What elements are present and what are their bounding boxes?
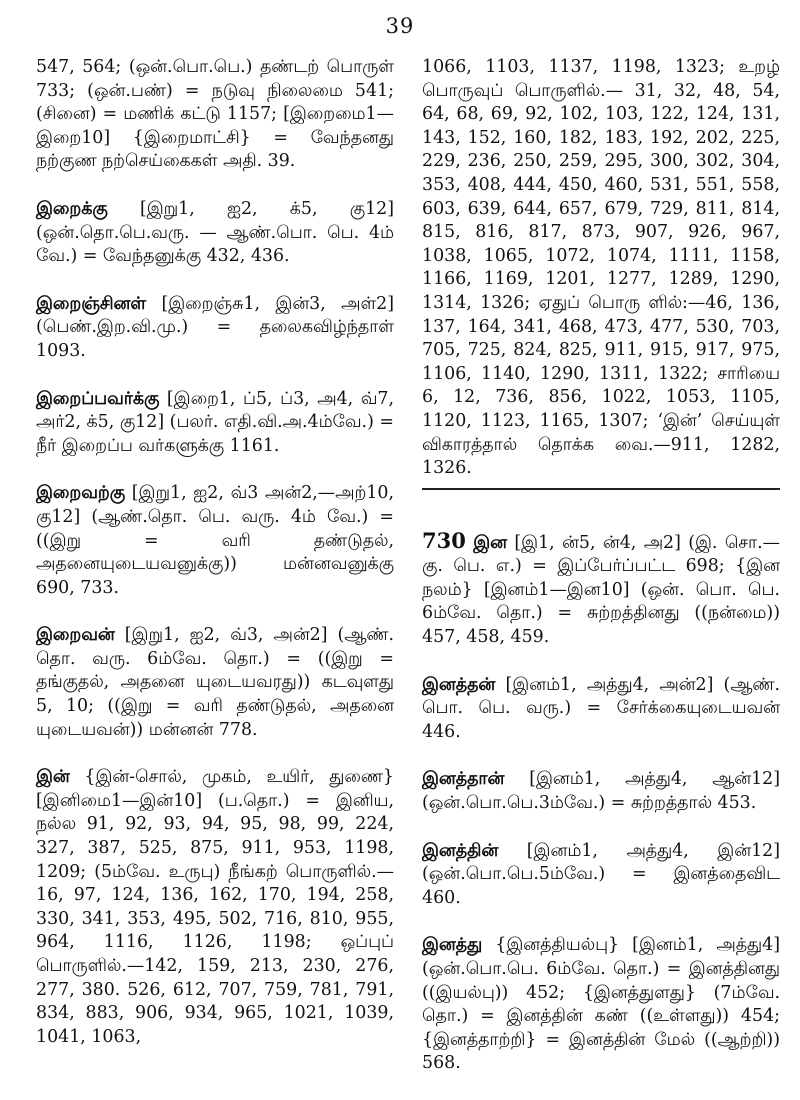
- section-divider: [422, 488, 780, 490]
- page-number: 39: [385, 14, 415, 38]
- entry: [36, 388, 394, 459]
- entry-text: [இனம்1, அத்து4, இன்12] (ஒன்.பொ.பெ.5ம்வே.) = இனத்தைவிட 460.: [422, 840, 780, 908]
- entry: [36, 293, 394, 364]
- entry-headword: இனத்தன்: [422, 674, 496, 695]
- entry: [422, 840, 780, 911]
- entry: [422, 674, 780, 745]
- entry-text: [இனம்1, அத்து4, அன்2] (ஆண். பொ. பெ. வரு.) = சேர்க்கையுடையவன் 446.: [422, 674, 780, 742]
- entry-text: 547, 564; (ஒன்.பொ.பெ.) தண்டற் பொருள் 733; (ஒன்.பண்) = நடுவு நிலைமை 541; (சினை) = மணிக் கட்டு 1157; [இறைமை1—இறை10] {இறைமாட்சி} = வேந்தனது நற்குண நற்செய்கைகள் அதி. 39.: [36, 57, 394, 172]
- entry-text: [இறு1, ஐ2, வ்3, அன்2] (ஆண். தொ. வரு. 6ம்வே. தொ.) = ((இறு = தங்குதல், அதனை யுடையவரது)) கடவுளது 5, 10; ((இறு = வரி தண்டுதல், அதனை யுடையவன்)) மன்னன் 778.: [36, 625, 394, 740]
- entry-text: {இனத்தியல்பு} [இனம்1, அத்து4] (ஒன்.பொ.பெ. 6ம்வே. தொ.) = இனத்தினது ((இயல்பு)) 452; {இனத்துளது} (7ம்வே. தொ.) = இனத்தின் கண் ((உள்ளது)) 454; {இனத்தாற்றி} = இனத்தின் மேல் ((ஆற்றி)) 568.: [422, 935, 780, 1074]
- entry-text: [இறைஞ்சு1, இன்3, அள்2] (பெண்.இற.வி.மு.) = தலைகவிழ்ந்தாள் 1093.: [36, 293, 394, 361]
- entry-text: [இறு1, ஐ2, வ்3 அன்2,—அற்10, கு12] (ஆண்.தொ. பெ. வரு. 4ம் வே.) = ((இறு = வரி தண்டுதல், அதனையுடையவனுக்கு)) மன்னவனுக்கு 690, 733.: [36, 483, 394, 598]
- entry: [422, 768, 780, 815]
- entry-text: [இ1, ன்5, ன்4, அ2] (இ. சொ.—கு. பெ. எ.) = இப்பேர்ப்பட்ட 698; {இன நலம்} [இனம்1—இன10] (ஒன். பொ. பெ. 6ம்வே. தொ.) = சுற்றத்தினது ((நன்மை)) 457, 458, 459.: [422, 532, 781, 648]
- entry-continuation: [422, 56, 780, 481]
- entry: [422, 529, 780, 650]
- entry-headword: இறைஞ்சினள்: [36, 293, 147, 314]
- entry: [36, 766, 394, 1049]
- right-column: [422, 56, 780, 1076]
- left-column: [36, 56, 394, 1049]
- entry-headword: இனத்தான்: [422, 769, 505, 790]
- entry-headword: இறைவற்கு: [36, 483, 126, 504]
- entry-number: 730: [422, 527, 466, 553]
- entry: [422, 934, 780, 1076]
- entry-text: [இறை1, ப்5, ப்3, அ4, வ்7, அர்2, க்5, கு12] (பலர். எதி.வி.அ.4ம்வே.) = நீர் இறைப்ப வர்களுக்கு 1161.: [36, 388, 394, 456]
- entry-headword: இறைக்கு: [36, 198, 108, 219]
- entry-continuation: [36, 56, 394, 174]
- entry-headword: இன்: [36, 767, 70, 788]
- entry-headword: இன: [473, 532, 507, 553]
- entry: [36, 198, 394, 269]
- entry-headword: இறைப்பவர்க்கு: [36, 388, 160, 409]
- entry-headword: இனத்து: [422, 935, 483, 956]
- entry: [36, 624, 394, 742]
- entry-headword: இறைவன்: [36, 625, 115, 646]
- entry-text: [இனம்1, அத்து4, ஆன்12] (ஒன்.பொ.பெ.3ம்வே.) = சுற்றத்தால் 453.: [422, 769, 781, 814]
- entry-headword: இனத்தின்: [422, 840, 499, 861]
- entry: [36, 482, 394, 600]
- entry-text: [இறு1, ஐ2, க்5, கு12] (ஒன்.தொ.பெ.வரு. — ஆண்.பொ. பெ. 4ம் வே.) = வேந்தனுக்கு 432, 436.: [36, 198, 395, 267]
- entry-text: 1066, 1103, 1137, 1198, 1323; உறழ் பொருவுப் பொருளில்.— 31, 32, 48, 54, 64, 68, 69, 92, 102, 103, 122, 124, 131, 143, 152, 160, 182, 183, 192, 202, 225, 229, 236, 250, 259, 295, 300, 302, 304, 353, 408, 444, 450, 460, 531, 551, 558, 603, 639, 644, 657, 679, 729, 811, 814, 815, 816, 817, 873, 907, 926, 967, 1038, 1065, 1072, 1074, 1111, 1158, 1166, 1169, 1201, 1277, 1289, 1290, 1314, 1326; ஏதுப் பொரு ளில்:—46, 136, 137, 164, 341, 468, 473, 477, 530, 703, 705, 725, 824, 825, 911, 915, 917, 975, 1106, 1140, 1290, 1311, 1322; சாரியை 6, 12, 736, 856, 1022, 1053, 1105, 1120, 1123, 1165, 1307; ‘இன்’ செய்யுள் விகாரத்தால் தொக்க வை.—911, 1282, 1326.: [422, 57, 780, 479]
- entry-text: {இன்-சொல், முகம், உயிர், துணை} [இனிமை1—இன்10] (ப.தொ.) = இனிய, நல்ல 91, 92, 93, 94, 95, 98, 99, 224, 327, 387, 525, 875, 911, 953, 1198, 1209; (5ம்வே. உருபு) நீங்கற் பொருளில்.—16, 97, 124, 136, 162, 170, 194, 258, 330, 341, 353, 495, 502, 716, 810, 955, 964, 1116, 1126, 1198; ஒப்புப் பொருளில்.—142, 159, 213, 230, 276, 277, 380. 526, 612, 707, 759, 781, 791, 834, 883, 906, 934, 965, 1021, 1039, 1041, 1063,: [36, 767, 394, 1047]
